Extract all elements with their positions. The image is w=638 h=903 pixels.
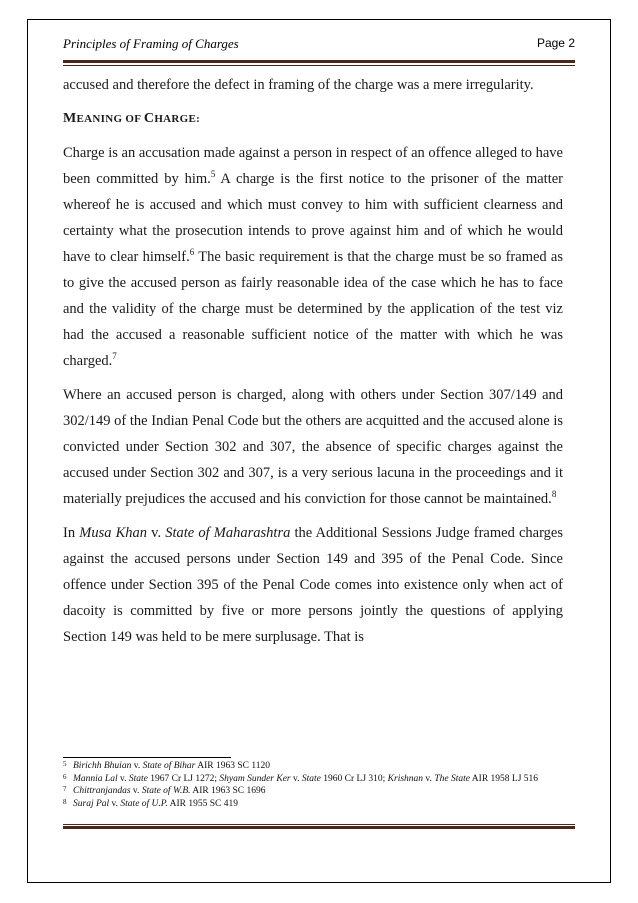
section-heading: MEANING OF CHARGE: bbox=[63, 111, 201, 126]
body-text bbox=[63, 72, 563, 658]
case-party: State of Maharashtra bbox=[165, 525, 291, 541]
paragraph-continuation: accused and therefore the defect in framing of the charge was a mere irregularity. bbox=[63, 77, 534, 93]
header-rule-thin bbox=[63, 65, 575, 66]
header-rule bbox=[63, 60, 575, 63]
page-number: Page 2 bbox=[536, 36, 575, 50]
case-party: Musa Khan bbox=[79, 525, 148, 541]
footnote-ref: 7 bbox=[112, 351, 117, 362]
footnote: 6 Mannia Lal v. State 1967 Cr LJ 1272; Shyam Sunder Ker v. State 1960 Cr LJ 310; Krishnan v. The State AIR 1958 LJ 516 bbox=[63, 772, 539, 784]
footnote-ref: 5 bbox=[210, 169, 216, 180]
page-header bbox=[63, 36, 575, 56]
footnote: 5 Birichh Bhuian v. State of Bihar AIR 1963 SC 1120 bbox=[63, 760, 270, 771]
footer-rule bbox=[63, 826, 575, 829]
footnotes bbox=[63, 760, 573, 810]
footnote-ref: 8 bbox=[551, 489, 557, 500]
footnote-separator bbox=[63, 757, 231, 758]
footnote: 7 Chittranjandas v. State of W.B. AIR 1963 SC 1696 bbox=[63, 785, 266, 796]
footnote: 8 Suraj Pal v. State of U.P. AIR 1955 SC 419 bbox=[63, 797, 238, 809]
paragraph-accused-charged: Where an accused person is charged, along with others under Section 307/149 and 302/149 of the Indian Penal Code but the others are acquitted and the accused alone is convicted under Section 302 and 307, the absence of specific charges against the accused under Section 302 and 307, is a very serious lacuna in the proceedings and it materially prejudices the accused and his conviction for those cannot be maintained.$^8$ bbox=[63, 387, 563, 507]
paragraph-charge-definition: Charge is an accusation made against a person in respect of an offence alleged to have been committed by him.$^5$ A charge is the first notice to the prisoner of the matter whereof he is accused and which must convey to him with sufficient clearness and certainty what the prosecution intends to prove against him and of which he would have to clear himself.$^6$ The basic requirement is that the charge must be so framed as to give the accused person as fairly reasonable idea of the case which he has to face and the validity of the charge must be determined by the application of the test viz had the accused a reasonable sufficient notice of the matter with which he was charged.$^7$ bbox=[63, 145, 564, 369]
document-title: Principles of Framing of Charges bbox=[63, 36, 239, 51]
footnote-ref: 6 bbox=[189, 247, 195, 258]
footer-rule-thin bbox=[63, 824, 575, 825]
paragraph-musa-khan: In Musa Khan v. State of Maharashtra the Additional Sessions Judge framed charges against the accused persons under Section 149 and 395 of the Penal Code. Since offence under Section 395 of the Penal Code comes into existence only when act of dacoity is committed by five or more persons jointly the questions of applying Section 149 was held to be mere surplusage. That is bbox=[63, 525, 563, 645]
